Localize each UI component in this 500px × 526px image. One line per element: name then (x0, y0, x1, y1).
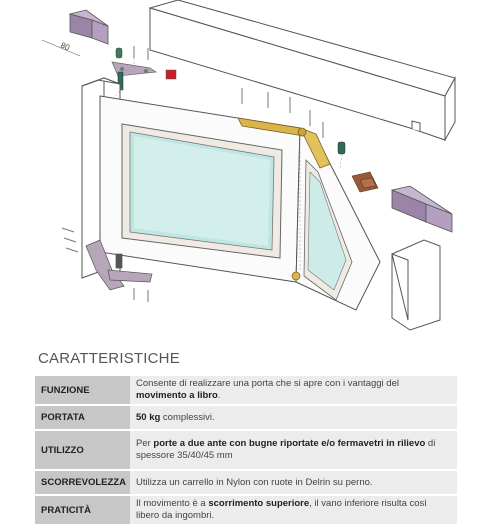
spec-key: SCORREVOLEZZA (35, 471, 130, 494)
spec-value: Il movimento è a scorrimento superiore, il vano inferiore risulta così libero da ingombri. (130, 496, 457, 524)
spec-value: Utilizza un carrello in Nylon con ruote in Delrin su perno. (130, 471, 457, 494)
spec-key: FUNZIONE (35, 376, 130, 404)
specs-table (35, 374, 457, 526)
spec-key: UTILIZZO (35, 431, 130, 469)
spec-key: PORTATA (35, 406, 130, 429)
right-frame-post (392, 240, 440, 330)
aluminium-profile-small (70, 10, 108, 44)
dimension-label: 80 (59, 40, 71, 53)
spec-value: 50 kg complessivi. (130, 406, 457, 429)
spec-value: Consente di realizzare una porta che si apre con i vantaggi del movimento a libro. (130, 376, 457, 404)
spec-row (35, 431, 457, 469)
door-panel-right (296, 128, 380, 310)
spec-value: Per porte a due ante con bugne riportate e/o fermavetri in rilievo di spessore 35/40/45 mm (130, 431, 457, 469)
section-title: CARATTERISTICHE (38, 350, 180, 367)
spec-row (35, 406, 457, 429)
carriage-bracket (352, 172, 378, 192)
spec-row (35, 496, 457, 524)
red-cap (166, 70, 176, 79)
spec-key: PRATICITÀ (35, 496, 130, 524)
spec-row (35, 376, 457, 404)
aluminium-profile-right (392, 186, 452, 232)
spec-row (35, 471, 457, 494)
pin-right (338, 142, 345, 154)
